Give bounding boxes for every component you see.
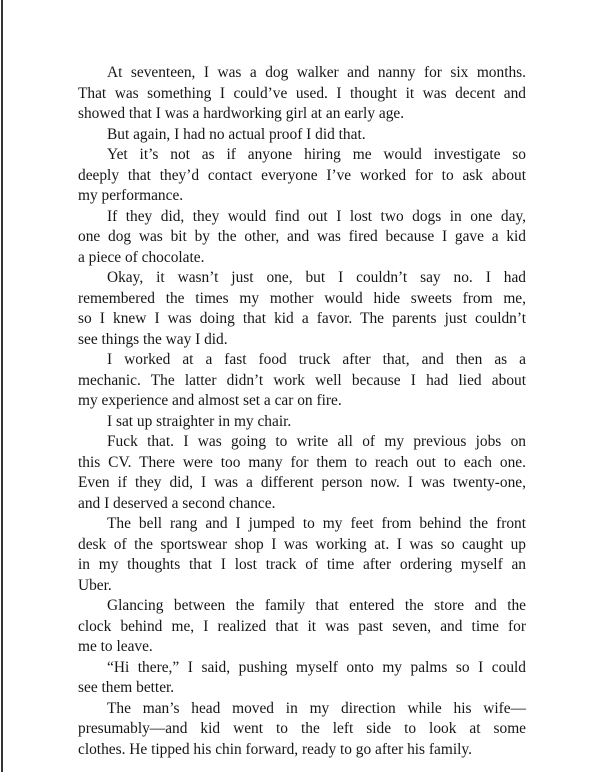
text-line: and I deserved a second chance. xyxy=(78,494,276,512)
text-line: But again, I had no actual proof I did that. xyxy=(107,125,366,143)
paragraph xyxy=(78,514,526,596)
text-line: presumably—and kid went to the left side to look at some xyxy=(78,720,526,737)
text-line: showed that I was a hardworking girl at an early age. xyxy=(78,105,405,122)
text-line: see things the way I did. xyxy=(78,330,228,348)
page-text-column xyxy=(78,63,526,760)
paragraph xyxy=(78,268,526,350)
text-line: one dog was bit by the other, and was fired because I gave a kid xyxy=(78,228,526,245)
text-line: my experience and almost set a car on fire. xyxy=(78,392,342,409)
text-line: Fuck that. I was going to write all of my previous jobs on xyxy=(107,433,526,450)
text-line: a piece of chocolate. xyxy=(78,248,205,266)
text-line: That was something I could’ve used. I thought it was decent and xyxy=(78,84,526,102)
text-line: so I knew I was doing that kid a favor. The parents just couldn’t xyxy=(78,310,526,327)
text-line: I sat up straighter in my chair. xyxy=(107,412,292,430)
text-line: At seventeen, I was a dog walker and nanny for six months. xyxy=(107,64,526,81)
text-line: clock behind me, I realized that it was past seven, and time for xyxy=(78,617,526,635)
text-line: Yet it’s not as if anyone hiring me would investigate so xyxy=(107,146,526,163)
paragraph xyxy=(78,207,526,269)
text-line: The bell rang and I jumped to my feet from behind the front xyxy=(107,515,526,532)
paragraph xyxy=(78,596,526,658)
text-line: deeply that they’d contact everyone I’ve worked for to ask about xyxy=(78,166,526,184)
text-line: Glancing between the family that entered the store and the xyxy=(107,597,526,614)
text-line: see them better. xyxy=(78,679,175,696)
text-line: Okay, it wasn’t just one, but I couldn’t say no. I had xyxy=(107,269,526,286)
paragraph xyxy=(78,412,526,433)
text-line: “Hi there,” I said, pushing myself onto my palms so I could xyxy=(107,658,526,676)
text-line: mechanic. The latter didn’t work well because I had lied about xyxy=(78,371,526,389)
text-line: Even if they did, I was a different person now. I was twenty-one, xyxy=(78,474,526,491)
text-line: in my thoughts that I lost track of time after ordering myself an xyxy=(78,556,526,573)
text-line: If they did, they would find out I lost two dogs in one day, xyxy=(107,207,526,225)
paragraph xyxy=(78,658,526,699)
text-line: this CV. There were too many for them to reach out to each one. xyxy=(78,453,526,471)
text-line: Uber. xyxy=(78,576,112,594)
paragraph xyxy=(78,350,526,412)
text-line: clothes. He tipped his chin forward, ready to go after his family. xyxy=(78,740,472,758)
paragraph xyxy=(78,63,526,125)
text-line: me to leave. xyxy=(78,638,153,655)
text-line: The man’s head moved in my direction while his wife— xyxy=(107,699,526,717)
paragraph xyxy=(78,432,526,514)
text-line: my performance. xyxy=(78,187,184,204)
text-line: I worked at a fast food truck after that, and then as a xyxy=(107,351,526,368)
text-line: remembered the times my mother would hide sweets from me, xyxy=(78,289,526,307)
paragraph xyxy=(78,699,526,761)
paragraph xyxy=(78,125,526,146)
page-left-edge-line xyxy=(1,0,3,772)
text-line: desk of the sportswear shop I was working at. I was so caught up xyxy=(78,535,526,553)
paragraph xyxy=(78,145,526,207)
